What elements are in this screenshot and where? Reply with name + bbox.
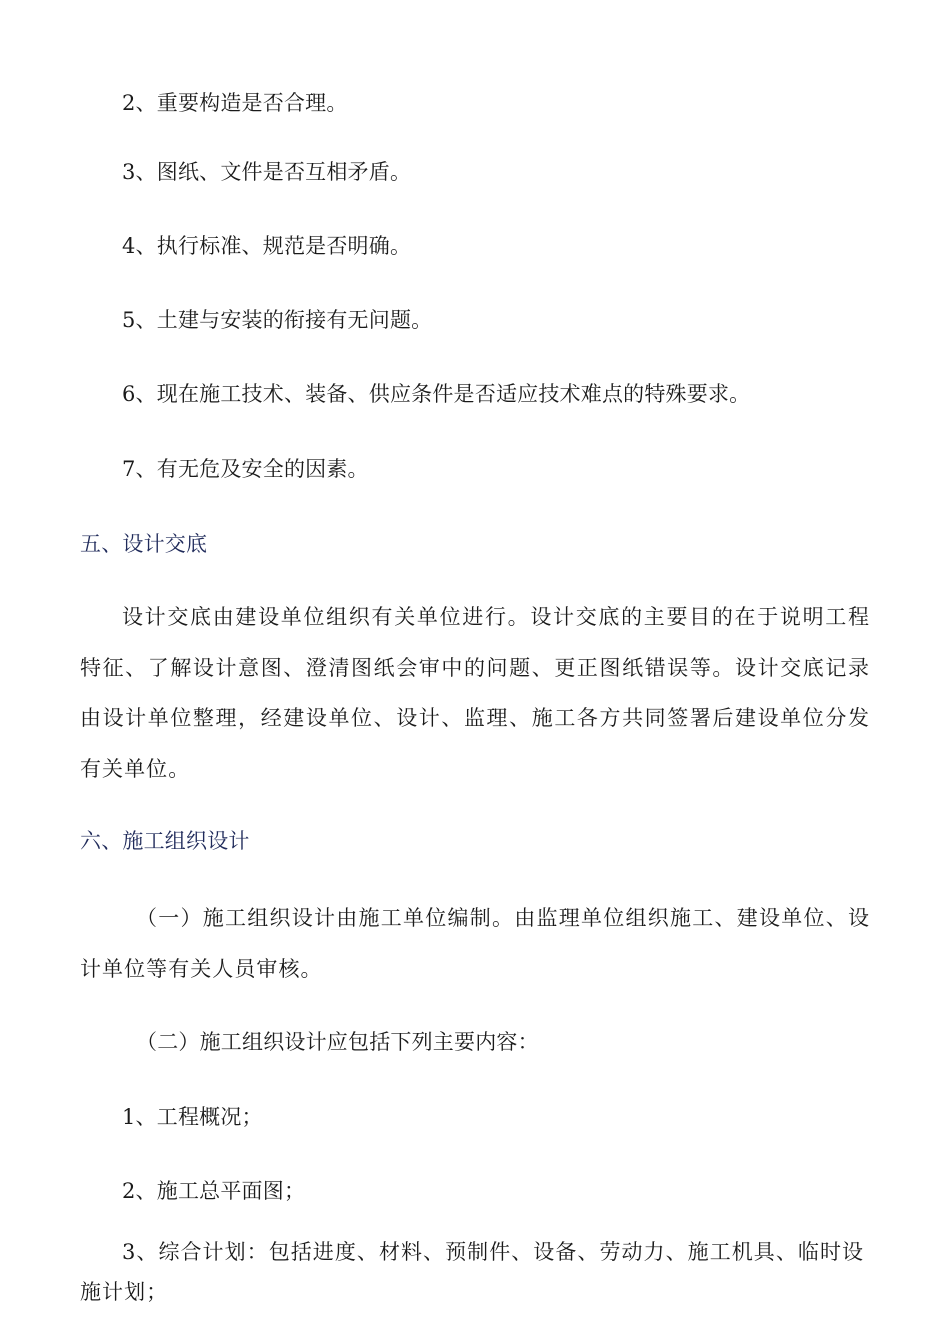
content-item-3: 3、综合计划：包括进度、材料、预制件、设备、劳动力、施工机具、临时设施计划； xyxy=(80,1240,865,1304)
checklist-item-5: 5、土建与安装的衔接有无问题。 xyxy=(122,308,433,332)
content-item-2: 2、施工总平面图； xyxy=(122,1179,306,1203)
checklist-item-4: 4、执行标准、规范是否明确。 xyxy=(122,234,412,258)
checklist-item-2: 2、重要构造是否合理。 xyxy=(122,91,348,115)
section-5-heading: 五、设计交底 xyxy=(80,532,208,556)
section-6-heading: 六、施工组织设计 xyxy=(80,829,250,853)
section-6-paragraph-1: （一）施工组织设计由施工单位编制。由监理单位组织施工、建设单位、设计单位等有关人员审核。 xyxy=(80,906,870,981)
checklist-item-3: 3、图纸、文件是否互相矛盾。 xyxy=(122,160,412,184)
section-5-paragraph: 设计交底由建设单位组织有关单位进行。设计交底的主要目的在于说明工程特征、了解设计意图、澄清图纸会审中的问题、更正图纸错误等。设计交底记录由设计单位整理，经建设单位、设计、监理、施工各方共同签署后建设单位分发有关单位。 xyxy=(80,605,870,781)
section-6-paragraph-2: （二）施工组织设计应包括下列主要内容： xyxy=(136,1030,539,1054)
checklist-item-6: 6、现在施工技术、装备、供应条件是否适应技术难点的特殊要求。 xyxy=(122,382,751,406)
checklist-item-7: 7、有无危及安全的因素。 xyxy=(122,457,369,481)
content-item-1: 1、工程概况； xyxy=(122,1105,263,1129)
